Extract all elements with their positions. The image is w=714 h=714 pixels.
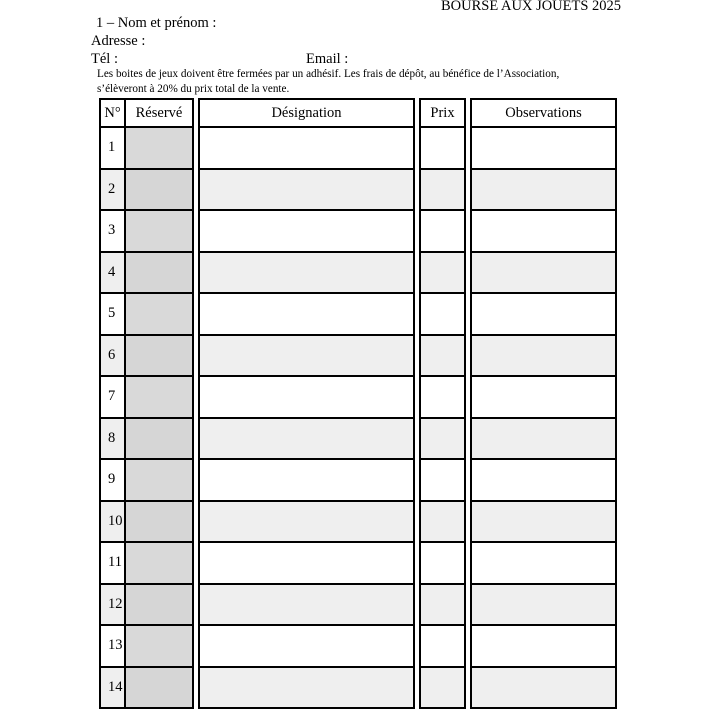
- price-cell[interactable]: [419, 419, 466, 461]
- price-cell[interactable]: [419, 170, 466, 212]
- table-row: [99, 336, 617, 378]
- email-label: Email :: [306, 51, 349, 67]
- toy-deposit-table: [99, 98, 617, 709]
- designation-cell[interactable]: [198, 170, 415, 212]
- phone-label: Tél :: [91, 51, 118, 67]
- table-row: [99, 502, 617, 544]
- reserved-cell[interactable]: [126, 294, 194, 336]
- designation-cell[interactable]: [198, 543, 415, 585]
- row-number: 7: [99, 377, 126, 419]
- deposit-notice: [97, 67, 617, 97]
- reserved-cell[interactable]: [126, 211, 194, 253]
- designation-cell[interactable]: [198, 377, 415, 419]
- notice-line-1: Les boites de jeux doivent être fermées par un adhésif. Les frais de dépôt, au bénéfice de l’Association,: [97, 68, 560, 80]
- observations-cell[interactable]: [470, 336, 617, 378]
- reserved-cell[interactable]: [126, 336, 194, 378]
- designation-cell[interactable]: [198, 336, 415, 378]
- price-cell[interactable]: [419, 543, 466, 585]
- row-number: 13: [99, 626, 126, 668]
- price-cell[interactable]: [419, 626, 466, 668]
- table-row: [99, 377, 617, 419]
- table-header-row: [99, 98, 617, 128]
- reserved-cell[interactable]: [126, 419, 194, 461]
- observations-cell[interactable]: [470, 294, 617, 336]
- row-number: 6: [99, 336, 126, 378]
- reserved-cell[interactable]: [126, 543, 194, 585]
- name-label: 1 – Nom et prénom :: [96, 15, 217, 31]
- observations-cell[interactable]: [470, 543, 617, 585]
- price-cell[interactable]: [419, 211, 466, 253]
- observations-cell[interactable]: [470, 585, 617, 627]
- table-row: [99, 211, 617, 253]
- table-row: [99, 128, 617, 170]
- designation-cell[interactable]: [198, 460, 415, 502]
- reserved-cell[interactable]: [126, 460, 194, 502]
- column-header-designation: Désignation: [198, 98, 415, 128]
- table-row: [99, 585, 617, 627]
- reserved-cell[interactable]: [126, 626, 194, 668]
- observations-cell[interactable]: [470, 502, 617, 544]
- row-number: 10: [99, 502, 126, 544]
- observations-cell[interactable]: [470, 626, 617, 668]
- reserved-cell[interactable]: [126, 502, 194, 544]
- reserved-cell[interactable]: [126, 128, 194, 170]
- observations-cell[interactable]: [470, 377, 617, 419]
- column-header-number: N°: [99, 98, 126, 128]
- row-number: 12: [99, 585, 126, 627]
- observations-cell[interactable]: [470, 668, 617, 710]
- observations-cell[interactable]: [470, 460, 617, 502]
- observations-cell[interactable]: [470, 128, 617, 170]
- observations-cell[interactable]: [470, 211, 617, 253]
- reserved-cell[interactable]: [126, 585, 194, 627]
- designation-cell[interactable]: [198, 419, 415, 461]
- table-row: [99, 170, 617, 212]
- row-number: 14: [99, 668, 126, 710]
- observations-cell[interactable]: [470, 419, 617, 461]
- observations-cell[interactable]: [470, 253, 617, 295]
- row-number: 5: [99, 294, 126, 336]
- table-row: [99, 543, 617, 585]
- designation-cell[interactable]: [198, 294, 415, 336]
- price-cell[interactable]: [419, 128, 466, 170]
- row-number: 1: [99, 128, 126, 170]
- table-row: [99, 668, 617, 710]
- row-number: 8: [99, 419, 126, 461]
- row-number: 9: [99, 460, 126, 502]
- designation-cell[interactable]: [198, 585, 415, 627]
- address-label: Adresse :: [91, 33, 146, 49]
- table-row: [99, 253, 617, 295]
- price-cell[interactable]: [419, 294, 466, 336]
- table-row: [99, 294, 617, 336]
- price-cell[interactable]: [419, 668, 466, 710]
- observations-cell[interactable]: [470, 170, 617, 212]
- price-cell[interactable]: [419, 336, 466, 378]
- designation-cell[interactable]: [198, 128, 415, 170]
- price-cell[interactable]: [419, 460, 466, 502]
- designation-cell[interactable]: [198, 502, 415, 544]
- price-cell[interactable]: [419, 377, 466, 419]
- designation-cell[interactable]: [198, 626, 415, 668]
- reserved-cell[interactable]: [126, 170, 194, 212]
- reserved-cell[interactable]: [126, 668, 194, 710]
- column-header-observations: Observations: [470, 98, 617, 128]
- table-row: [99, 626, 617, 668]
- price-cell[interactable]: [419, 585, 466, 627]
- column-header-reserved: Réservé: [126, 98, 194, 128]
- reserved-cell[interactable]: [126, 377, 194, 419]
- table-row: [99, 460, 617, 502]
- designation-cell[interactable]: [198, 211, 415, 253]
- row-number: 3: [99, 211, 126, 253]
- price-cell[interactable]: [419, 502, 466, 544]
- table-row: [99, 419, 617, 461]
- document-title: BOURSE AUX JOUETS 2025: [441, 0, 622, 14]
- row-number: 2: [99, 170, 126, 212]
- designation-cell[interactable]: [198, 668, 415, 710]
- reserved-cell[interactable]: [126, 253, 194, 295]
- row-number: 11: [99, 543, 126, 585]
- column-header-price: Prix: [419, 98, 466, 128]
- designation-cell[interactable]: [198, 253, 415, 295]
- price-cell[interactable]: [419, 253, 466, 295]
- row-number: 4: [99, 253, 126, 295]
- notice-line-2: s’élèveront à 20% du prix total de la vente.: [97, 83, 290, 95]
